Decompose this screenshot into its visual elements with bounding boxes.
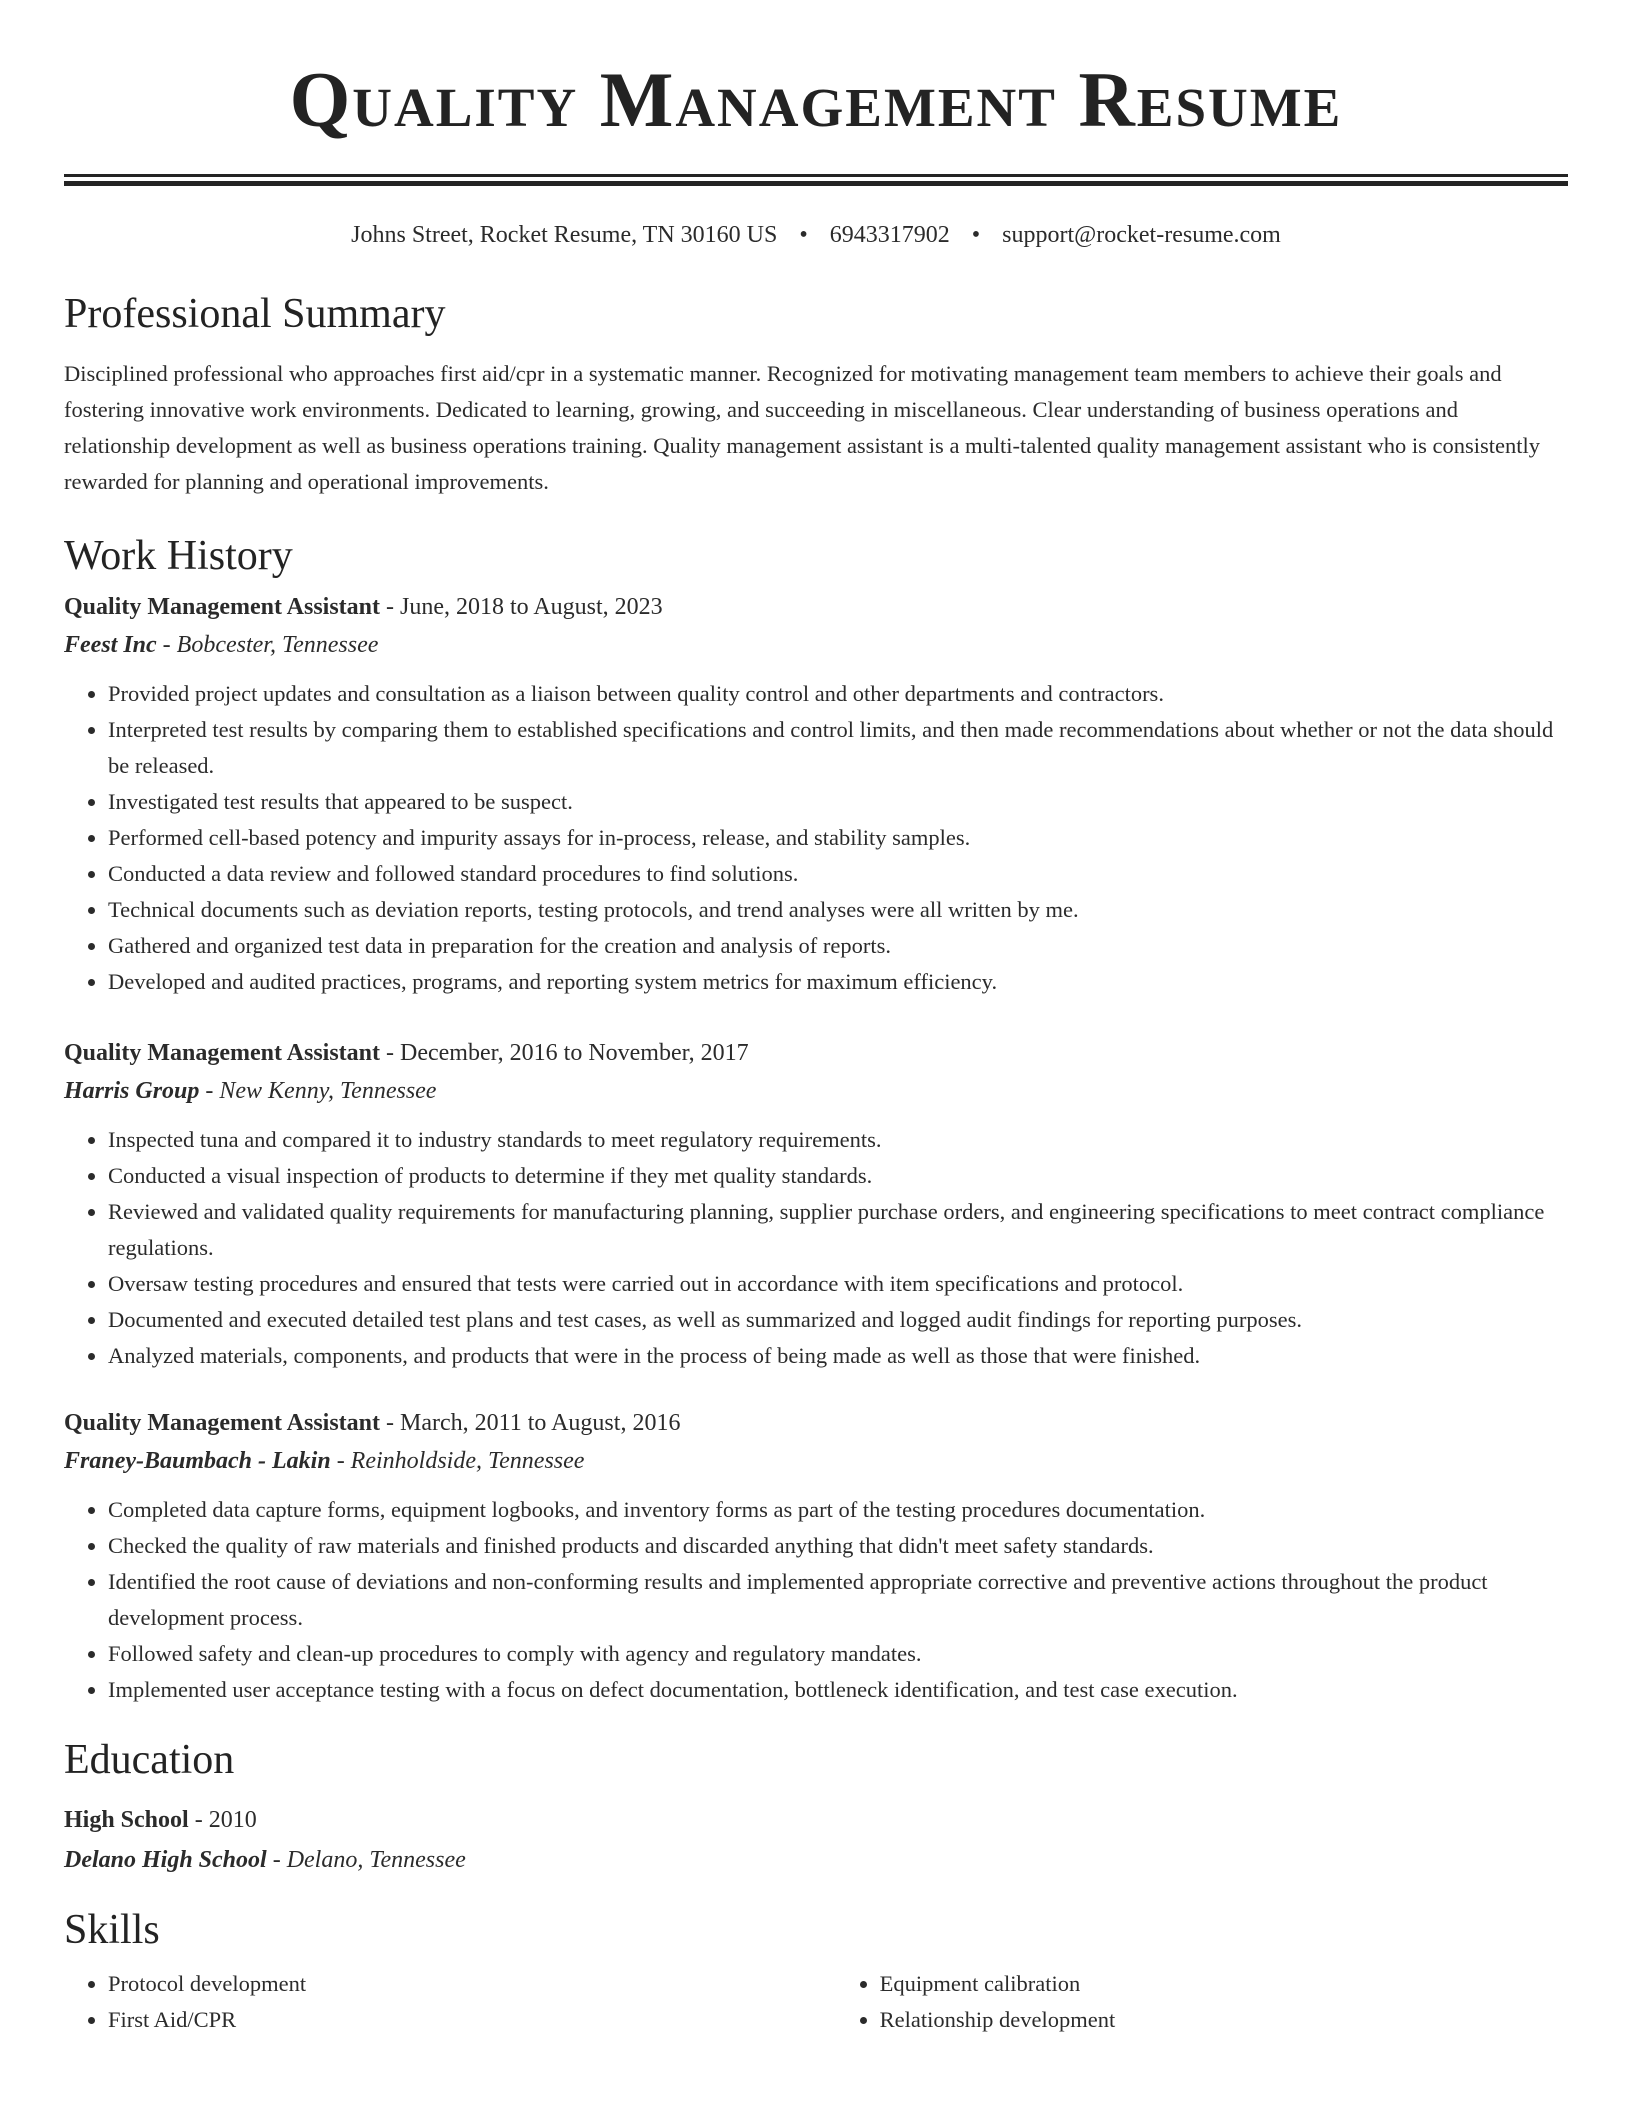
job-bullet: • Analyzed materials, components, and products that were in the process of being made as well as those that were finished. — [108, 1338, 1568, 1374]
education-year: - 2010 — [188, 1807, 257, 1833]
title-divider — [64, 174, 1568, 186]
job-bullet: • Followed safety and clean-up procedures to comply with agency and regulatory mandates. — [108, 1636, 1568, 1672]
job-location: - Bobcester, Tennessee — [156, 632, 379, 658]
work-history-heading: Work History — [64, 533, 293, 579]
summary-text: Disciplined professional who approaches first aid/cpr in a systematic manner. Recognized for motivating management team members to achieve their goals and fostering innovative work environments. Dedicated to learning, growing, and succeeding in miscellaneous. Clear understanding of business operations and relationship development as well as business operations training. Quality management assistant is a multi-talented quality management assistant who is consistently rewarded for planning and operational improvements. — [64, 361, 1540, 494]
job-entry — [64, 1034, 1568, 1374]
skills-list — [64, 1966, 1568, 2038]
job-bullet: • Investigated test results that appeared to be suspect. — [108, 784, 1568, 820]
job-title: Quality Management Assistant — [64, 594, 381, 620]
education-school-line — [64, 1840, 1568, 1880]
skill-item: • Protocol development — [108, 1966, 836, 2002]
skill-item: • First Aid/CPR — [108, 2002, 836, 2038]
job-bullet: • Inspected tuna and compared it to industry standards to meet regulatory requirements. — [108, 1122, 1568, 1158]
contact-separator: • — [799, 222, 808, 248]
job-company-line — [64, 1072, 1568, 1110]
job-company: Feest Inc — [64, 632, 157, 658]
job-location: - New Kenny, Tennessee — [199, 1078, 437, 1104]
job-bullet: • Reviewed and validated quality requirements for manufacturing planning, supplier purchase orders, and engineering specifications to meet contract compliance regulations. — [108, 1194, 1568, 1266]
job-bullet: • Conducted a data review and followed standard procedures to find solutions. — [108, 856, 1568, 892]
skills-heading: Skills — [64, 1907, 160, 1953]
job-header — [64, 1034, 1568, 1072]
job-bullet: • Completed data capture forms, equipment logbooks, and inventory forms as part of the testing procedures documentation. — [108, 1492, 1568, 1528]
education-degree: High School — [64, 1807, 189, 1833]
job-bullet: • Oversaw testing procedures and ensured that tests were carried out in accordance with item specifications and protocol. — [108, 1266, 1568, 1302]
job-entry — [64, 1404, 1568, 1708]
job-header — [64, 1404, 1568, 1442]
job-company: Harris Group — [64, 1078, 200, 1104]
contact-email: support@rocket-resume.com — [1002, 222, 1281, 248]
education-entry — [64, 1800, 1568, 1880]
education-heading: Education — [64, 1737, 235, 1783]
job-dates: - March, 2011 to August, 2016 — [380, 1410, 681, 1436]
job-entry — [64, 588, 1568, 1000]
job-bullet: • Identified the root cause of deviations and non-conforming results and implemented appropriate corrective and preventive actions throughout the product development process. — [108, 1564, 1568, 1636]
education-location: - Delano, Tennessee — [266, 1847, 466, 1873]
summary-heading: Professional Summary — [64, 291, 446, 337]
job-bullets — [64, 1492, 1568, 1708]
job-bullet: • Performed cell-based potency and impurity assays for in-process, release, and stability samples. — [108, 820, 1568, 856]
job-bullets — [64, 1122, 1568, 1374]
education-school: Delano High School — [64, 1847, 267, 1873]
skill-item: • Relationship development — [880, 2002, 1568, 2038]
contact-address: Johns Street, Rocket Resume, TN 30160 US — [351, 222, 778, 248]
contact-separator: • — [971, 222, 981, 248]
job-bullet: • Developed and audited practices, programs, and reporting system metrics for maximum efficiency. — [108, 964, 1568, 1000]
job-bullet: • Implemented user acceptance testing with a focus on defect documentation, bottleneck identification, and test case execution. — [108, 1672, 1568, 1708]
education-header — [64, 1800, 1568, 1840]
resume-title: Quality Management Resume — [289, 56, 1343, 143]
contact-phone: 6943317902 — [829, 222, 950, 248]
skills-column — [64, 1966, 836, 2038]
job-company: Franey-Baumbach - Lakin — [64, 1448, 331, 1474]
contact-line — [64, 220, 1568, 250]
job-bullet: • Conducted a visual inspection of products to determine if they met quality standards. — [108, 1158, 1568, 1194]
job-bullet: • Technical documents such as deviation reports, testing protocols, and trend analyses were all written by me. — [108, 892, 1568, 928]
job-bullet: • Gathered and organized test data in preparation for the creation and analysis of reports. — [108, 928, 1568, 964]
job-dates: - June, 2018 to August, 2023 — [380, 594, 663, 620]
job-location: - Reinholdside, Tennessee — [330, 1448, 585, 1474]
job-dates: - December, 2016 to November, 2017 — [380, 1040, 749, 1066]
job-bullet: • Provided project updates and consultation as a liaison between quality control and other departments and contractors. — [108, 676, 1568, 712]
job-title: Quality Management Assistant — [64, 1410, 381, 1436]
job-bullet: • Interpreted test results by comparing them to established specifications and control limits, and then made recommendations about whether or not the data should be released. — [108, 712, 1568, 784]
job-title: Quality Management Assistant — [64, 1040, 381, 1066]
job-company-line — [64, 626, 1568, 664]
job-bullets — [64, 676, 1568, 1000]
job-bullet: • Documented and executed detailed test plans and test cases, as well as summarized and logged audit findings for reporting purposes. — [108, 1302, 1568, 1338]
skills-column — [836, 1966, 1568, 2038]
job-bullet: • Checked the quality of raw materials and finished products and discarded anything that didn't meet safety standards. — [108, 1528, 1568, 1564]
skill-item: • Equipment calibration — [880, 1966, 1568, 2002]
job-company-line — [64, 1442, 1568, 1480]
job-header — [64, 588, 1568, 626]
